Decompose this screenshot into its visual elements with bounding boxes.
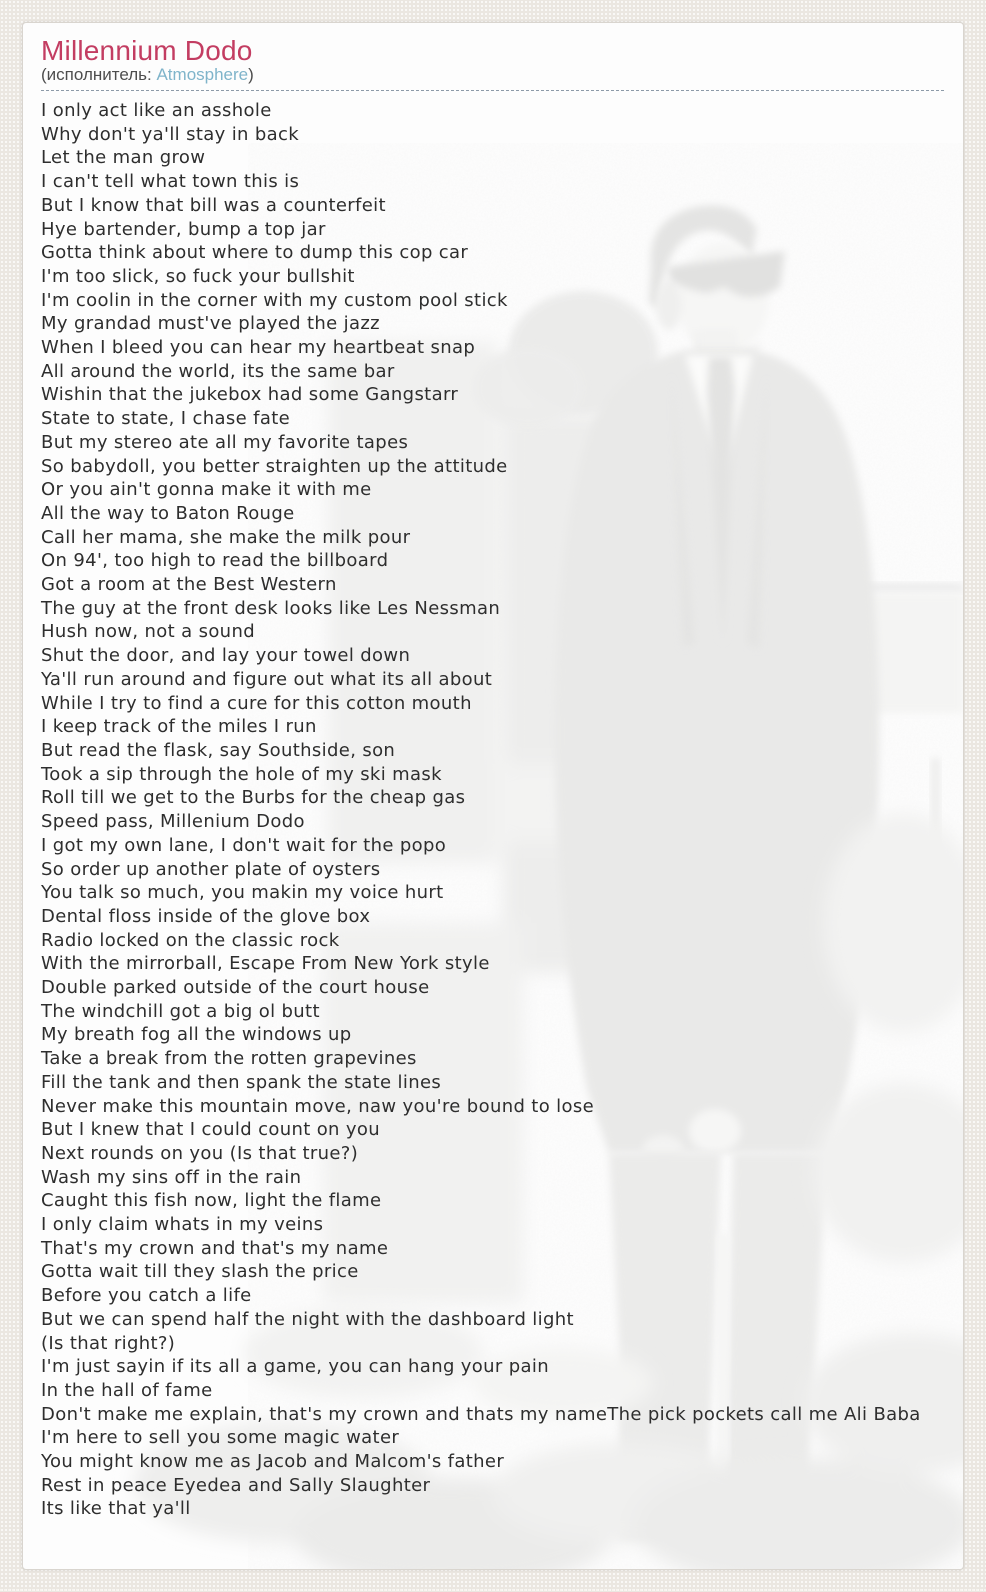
- lyrics-line: Don't make me explain, that's my crown and thats my nameThe pick pockets call me Ali Baba: [41, 1403, 921, 1425]
- lyrics-line: I got my own lane, I don't wait for the popo: [41, 834, 447, 856]
- lyrics-line: So order up another plate of oysters: [41, 858, 381, 880]
- lyrics-line: Wash my sins off in the rain: [41, 1166, 302, 1188]
- lyrics-line: Took a sip through the hole of my ski mask: [41, 763, 442, 785]
- lyrics-line: Shut the door, and lay your towel down: [41, 645, 411, 667]
- lyrics-line: I'm coolin in the corner with my custom pool stick: [41, 289, 508, 311]
- lyrics-line: Radio locked on the classic rock: [41, 929, 340, 951]
- lyrics-line: While I try to find a cure for this cotton mouth: [41, 692, 472, 714]
- lyrics-text: [41, 99, 963, 1521]
- lyrics-line: So babydoll, you better straighten up the attitude: [41, 455, 508, 477]
- lyrics-line: But read the flask, say Southside, son: [41, 739, 396, 761]
- lyrics-line: But my stereo ate all my favorite tapes: [41, 431, 409, 453]
- content-panel: [22, 22, 964, 1570]
- lyrics-line: (Is that right?): [41, 1332, 176, 1354]
- lyrics-line: Rest in peace Eyedea and Sally Slaughter: [41, 1474, 431, 1496]
- lyrics-line: You talk so much, you makin my voice hurt: [41, 882, 444, 904]
- lyrics-line: Wishin that the jukebox had some Gangstarr: [41, 384, 459, 406]
- artist-label-prefix: (исполнитель:: [41, 65, 157, 84]
- lyrics-line: I only act like an asshole: [41, 100, 272, 121]
- lyrics-line: Next rounds on you (Is that true?): [41, 1142, 359, 1164]
- song-title: Millennium Dodo: [41, 35, 253, 66]
- lyrics-line: With the mirrorball, Escape From New York style: [41, 953, 490, 975]
- lyrics-line: I keep track of the miles I run: [41, 716, 317, 738]
- lyrics-line: Take a break from the rotten grapevines: [41, 1048, 417, 1070]
- lyrics-line: But we can spend half the night with the dashboard light: [41, 1308, 574, 1330]
- lyrics-line: You might know me as Jacob and Malcom's father: [41, 1451, 505, 1473]
- lyrics-line: Dental floss inside of the glove box: [41, 905, 371, 927]
- lyrics-line: Gotta wait till they slash the price: [41, 1261, 359, 1283]
- song-header: [41, 23, 944, 91]
- lyrics-line: In the hall of fame: [41, 1379, 213, 1401]
- lyrics-line: But I knew that I could count on you: [41, 1119, 381, 1141]
- lyrics-line: The windchill got a big ol butt: [41, 1000, 320, 1022]
- lyrics-line: Never make this mountain move, naw you're bound to lose: [41, 1095, 595, 1117]
- lyrics-line: Got a room at the Best Western: [41, 574, 337, 596]
- lyrics-line: That's my crown and that's my name: [41, 1237, 389, 1259]
- lyrics-line: All around the world, its the same bar: [41, 360, 395, 382]
- lyrics-line: But I know that bill was a counterfeit: [41, 194, 386, 216]
- lyrics-line: Hush now, not a sound: [41, 621, 255, 643]
- lyrics-line: My grandad must've played the jazz: [41, 313, 380, 335]
- lyrics-line: Let the man grow: [41, 147, 206, 169]
- lyrics-line: Call her mama, she make the milk pour: [41, 526, 411, 548]
- lyrics-line: Hye bartender, bump a top jar: [41, 218, 326, 240]
- lyrics-line: Or you ain't gonna make it with me: [41, 479, 372, 501]
- lyrics-line: Fill the tank and then spank the state lines: [41, 1071, 442, 1093]
- lyrics-line: State to state, I chase fate: [41, 408, 291, 430]
- lyrics-line: My breath fog all the windows up: [41, 1024, 352, 1046]
- lyrics-line: All the way to Baton Rouge: [41, 502, 295, 524]
- lyrics-line: Gotta think about where to dump this cop car: [41, 242, 469, 264]
- artist-line: [41, 65, 944, 85]
- lyrics-line: Speed pass, Millenium Dodo: [41, 811, 305, 833]
- lyrics-line: I only claim whats in my veins: [41, 1214, 324, 1236]
- lyrics-line: When I bleed you can hear my heartbeat snap: [41, 337, 476, 359]
- page-bottom-dotted-border: [0, 1589, 986, 1591]
- lyrics-line: Roll till we get to the Burbs for the cheap gas: [41, 787, 466, 809]
- lyrics-line: Its like that ya'll: [41, 1498, 191, 1520]
- lyrics-line: I'm here to sell you some magic water: [41, 1427, 400, 1449]
- lyrics-line: Caught this fish now, light the flame: [41, 1190, 382, 1212]
- artist-link[interactable]: Atmosphere: [156, 65, 249, 84]
- lyrics-line: The guy at the front desk looks like Les Nessman: [41, 597, 501, 619]
- lyrics-line: Why don't ya'll stay in back: [41, 123, 300, 145]
- lyrics-line: Ya'll run around and figure out what its all about: [41, 668, 493, 690]
- lyrics-line: I'm too slick, so fuck your bullshit: [41, 265, 355, 287]
- artist-label-suffix: ): [248, 65, 254, 84]
- lyrics-line: Before you catch a life: [41, 1285, 252, 1307]
- lyrics-line: I'm just sayin if its all a game, you can hang your pain: [41, 1356, 550, 1378]
- lyrics-line: I can't tell what town this is: [41, 171, 300, 193]
- lyrics-line: On 94', too high to read the billboard: [41, 550, 389, 572]
- lyrics-line: Double parked outside of the court house: [41, 977, 430, 999]
